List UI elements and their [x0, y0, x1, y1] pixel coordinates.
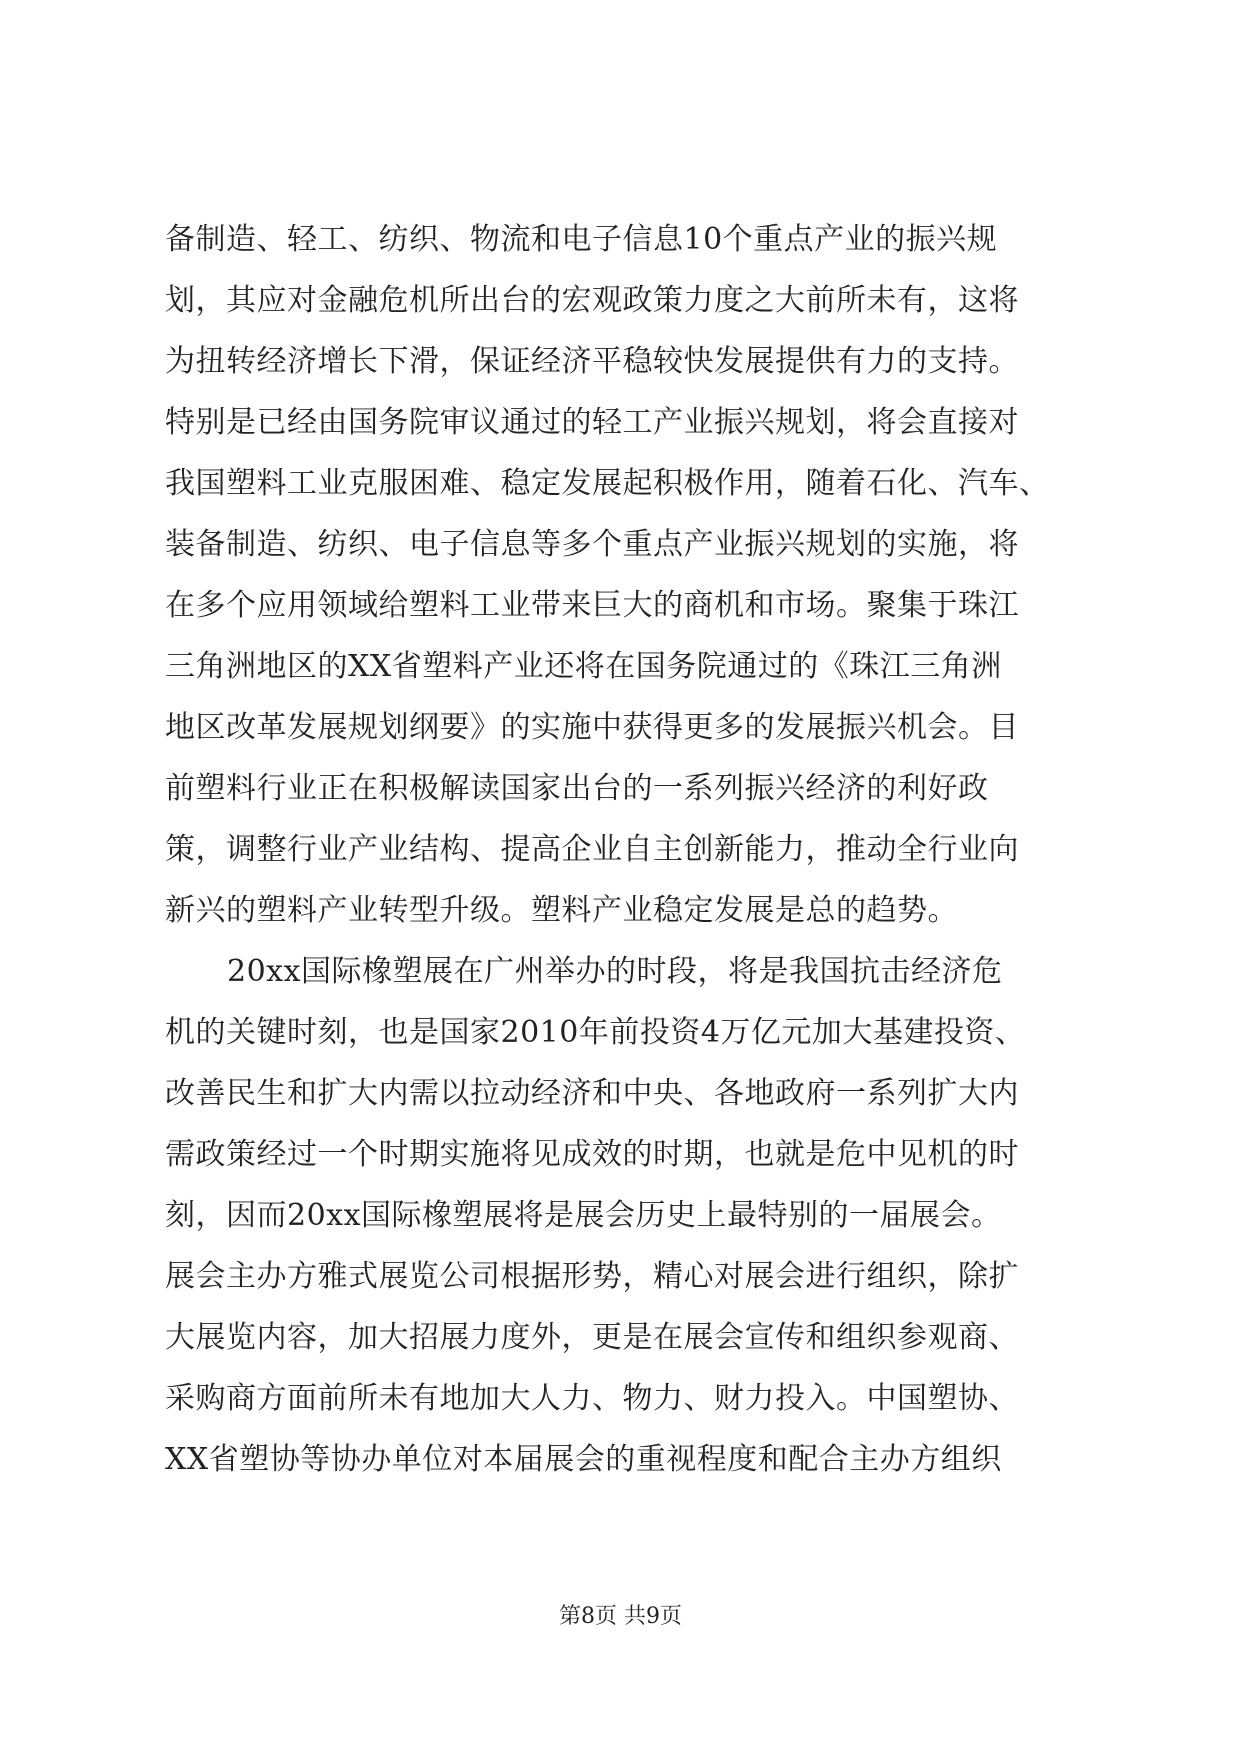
- text-line: 刻，因而20xx国际橡塑展将是展会历史上最特别的一届展会。: [165, 1198, 1002, 1233]
- text-line: 装备制造、纺织、电子信息等多个重点产业振兴规划的实施，将: [165, 527, 1019, 562]
- text-line: 策，调整行业产业结构、提高企业自主创新能力，推动全行业向: [165, 832, 1019, 867]
- text-line: 备制造、轻工、纺织、物流和电子信息10个重点产业的振兴规: [165, 222, 998, 257]
- text-line: 特别是已经由国务院审议通过的轻工产业振兴规划，将会直接对: [165, 405, 1019, 440]
- text-line: 机的关键时刻，也是国家2010年前投资4万亿元加大基建投资、: [165, 1015, 1026, 1050]
- text-line: XX省塑协等协办单位对本届展会的重视程度和配合主办方组织: [165, 1442, 1002, 1477]
- text-line: 三角洲地区的XX省塑料产业还将在国务院通过的《珠江三角洲: [165, 649, 1002, 684]
- paragraph-first-line: 20xx国际橡塑展在广州举办的时段，将是我国抗击经济危: [227, 954, 1003, 989]
- text-line: 大展览内容，加大招展力度外，更是在展会宣传和组织参观商、: [165, 1320, 1019, 1355]
- text-line: 采购商方面前所未有地加大人力、物力、财力投入。中国塑协、: [165, 1381, 1019, 1416]
- text-line: 我国塑料工业克服困难、稳定发展起积极作用，随着石化、汽车、: [165, 466, 1050, 501]
- text-line: 划，其应对金融危机所出台的宏观政策力度之大前所未有，这将: [165, 283, 1019, 318]
- body-text: [165, 209, 1095, 1490]
- page-number-footer: 第8页 共9页: [559, 1604, 682, 1629]
- text-line: 展会主办方雅式展览公司根据形势，精心对展会进行组织，除扩: [165, 1259, 1019, 1294]
- text-line: 地区改革发展规划纲要》的实施中获得更多的发展振兴机会。目: [165, 710, 1019, 745]
- text-line: 改善民生和扩大内需以拉动经济和中央、各地政府一系列扩大内: [165, 1076, 1019, 1111]
- text-line: 需政策经过一个时期实施将见成效的时期，也就是危中见机的时: [165, 1137, 1019, 1172]
- text-line: 前塑料行业正在积极解读国家出台的一系列振兴经济的利好政: [165, 771, 989, 806]
- text-line: 在多个应用领域给塑料工业带来巨大的商机和市场。聚集于珠江: [165, 588, 1019, 623]
- text-line: 新兴的塑料产业转型升级。塑料产业稳定发展是总的趋势。: [165, 893, 958, 928]
- text-line: 为扭转经济增长下滑，保证经济平稳较快发展提供有力的支持。: [165, 344, 1019, 379]
